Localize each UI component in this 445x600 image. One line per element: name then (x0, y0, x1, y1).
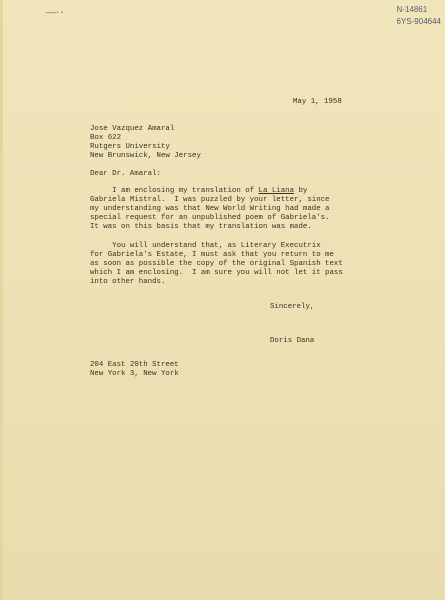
archive-identifiers (397, 4, 441, 28)
paragraph-1-line-3: my understanding was that New World Writing had made a (90, 205, 330, 213)
paragraph-2-line-5: into other hands. (90, 278, 166, 286)
paragraph-2-line-4: which I am enclosing. I am sure you will not let it pass (90, 269, 343, 277)
archive-tick-mark: ——·· (46, 8, 64, 18)
sender-city: New York 3, New York (90, 370, 179, 378)
paragraph-1-line-4: special request for an unpublished poem of Gabriela's. (90, 214, 330, 222)
paragraph-2-line-2: for Gabriela's Estate, I must ask that you return to me (90, 251, 334, 259)
paragraph-1-line-2: Gabriela Mistral. I was puzzled by your letter, since (90, 196, 330, 204)
poem-title: La Liana (258, 187, 295, 195)
paragraph-1-tail: by (294, 187, 308, 195)
paragraph-1-line-5: It was on this basis that my translation was made. (90, 223, 312, 231)
archive-id-2: 6YS-904644 (396, 17, 441, 26)
page-edge (0, 0, 3, 600)
sender-street: 204 East 20th Street (90, 361, 179, 369)
closing: Sincerely, (270, 303, 315, 311)
paragraph-1-lead: I am enclosing my translation of (90, 187, 259, 195)
recipient-name: Jose Vazquez Amaral (90, 125, 175, 133)
paragraph-2-line-3: as soon as possible the copy of the original Spanish text (90, 260, 343, 268)
signature-name: Doris Dana (270, 337, 315, 345)
paragraph-2-line-1: You will understand that, as Literary Executrix (90, 242, 321, 250)
recipient-city: New Brunswick, New Jersey (90, 152, 201, 160)
recipient-institution: Rutgers University (90, 143, 170, 151)
letter-date: May 1, 1958 (293, 98, 342, 106)
archive-id-1: N-14861 (396, 5, 428, 14)
recipient-box: Box 622 (90, 134, 122, 142)
paragraph-1-line-1 (90, 187, 390, 196)
salutation: Dear Dr. Amaral: (90, 170, 161, 178)
